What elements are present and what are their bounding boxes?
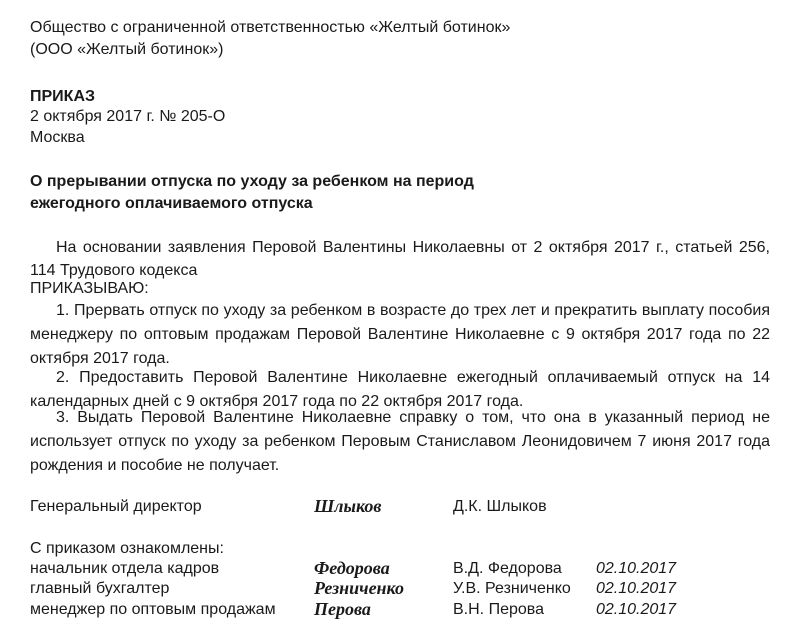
- document-type: ПРИКАЗ: [30, 88, 96, 105]
- acquaintance-position: главный бухгалтер: [30, 580, 170, 597]
- acquaintance-position: начальник отдела кадров: [30, 560, 220, 577]
- organization-full-name: Общество с ограниченной ответственностью «Желтый ботинок»: [30, 19, 511, 36]
- order-subject-line-1: О прерывании отпуска по уходу за ребенком на период: [30, 173, 474, 190]
- director-position: Генеральный директор: [30, 498, 202, 515]
- acquaintance-name: У.В. Резниченко: [453, 580, 571, 597]
- order-date-number: 2 октября 2017 г. № 205-О: [30, 108, 226, 125]
- order-word: ПРИКАЗЫВАЮ:: [30, 280, 149, 297]
- acquaintance-name: В.Н. Перова: [453, 601, 544, 618]
- order-basis: На основании заявления Перовой Валентины Николаевны от 2 октября 2017 г., статьей 256, 114 Трудового кодекса: [30, 239, 770, 279]
- acquaintance-name: В.Д. Федорова: [453, 560, 562, 577]
- director-name: Д.К. Шлыков: [453, 498, 547, 515]
- order-city: Москва: [30, 129, 85, 146]
- acquaintance-signature: Резниченко: [314, 578, 404, 598]
- organization-short-name: (ООО «Желтый ботинок»): [30, 41, 224, 58]
- order-subject-line-2: ежегодного оплачиваемого отпуска: [30, 195, 313, 212]
- order-item-2: 2. Предоставить Перовой Валентине Николаевне ежегодный оплачиваемый отпуск на 14 календарных дней с 9 октября 2017 года по 22 октября 2017 года.: [30, 369, 770, 410]
- acquaintance-date: 02.10.2017: [596, 580, 677, 597]
- acquaintance-date: 02.10.2017: [596, 601, 677, 618]
- acquaintance-signature: Перова: [314, 599, 371, 619]
- acquaintance-signature: Федорова: [314, 558, 390, 578]
- order-item-1: 1. Прервать отпуск по уходу за ребенком в возрасте до трех лет и прекратить выплату пособия менеджеру по оптовым продажам Перовой Валентине Николаевне с 9 октября 2017 года по 22 октября 2017 года.: [30, 302, 770, 367]
- director-signature: Шлыков: [314, 496, 382, 516]
- order-item-3: 3. Выдать Перовой Валентине Николаевне справку о том, что она в указанный период не использует отпуск по уходу за ребенком Перовым Станиславом Леонидовичем 7 июня 2017 года рождения и пособие не получает.: [30, 409, 770, 474]
- acquaintance-heading: С приказом ознакомлены:: [30, 540, 224, 557]
- acquaintance-date: 02.10.2017: [596, 560, 677, 577]
- acquaintance-position: менеджер по оптовым продажам: [30, 601, 276, 618]
